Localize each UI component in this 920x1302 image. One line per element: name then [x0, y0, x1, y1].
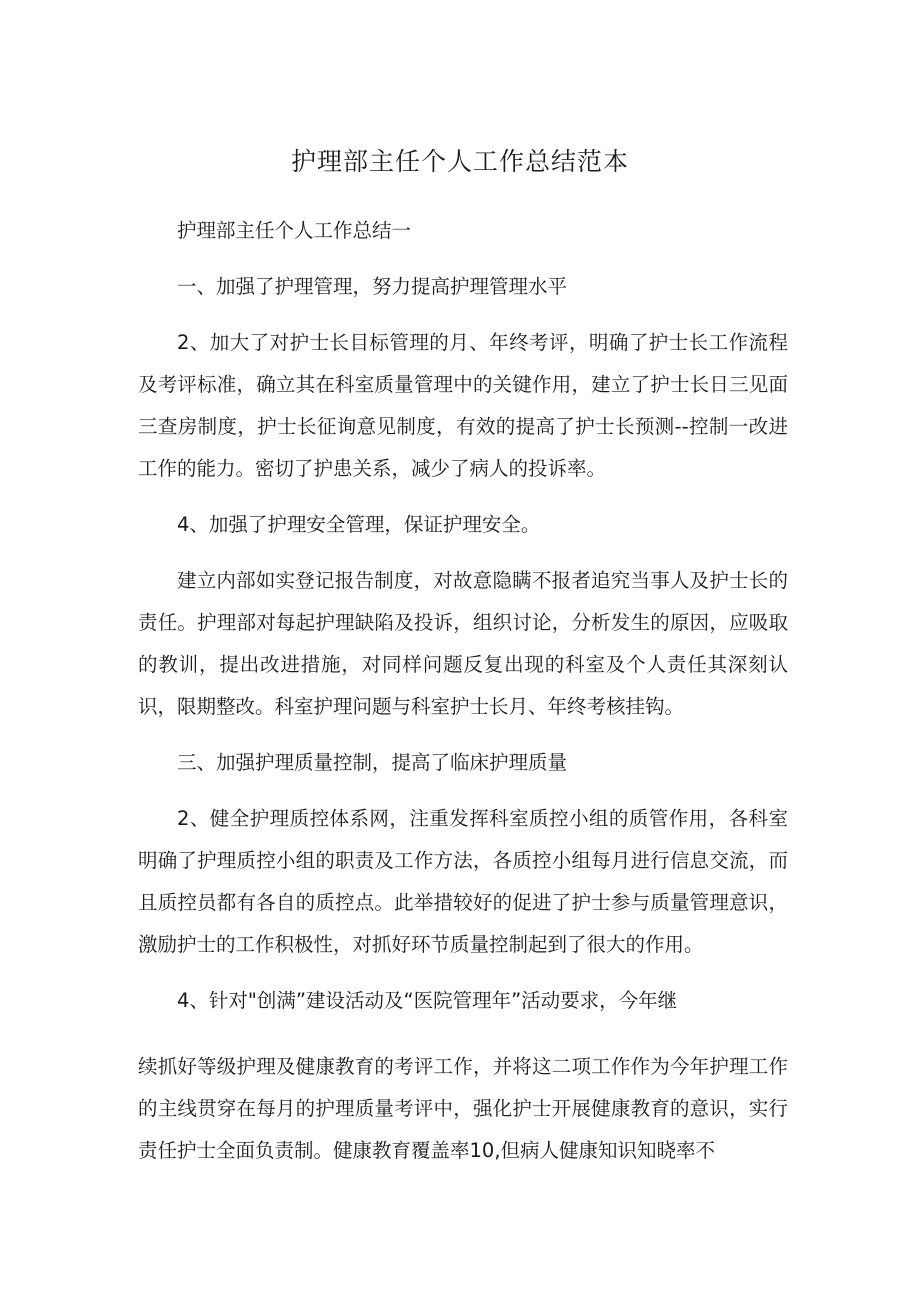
- body-paragraph: 4、针对"创满”建设活动及“医院管理年”活动要求，今年继: [177, 989, 678, 1012]
- body-paragraph-continued: 续抓好等级护理及健康教育的考评工作，并将这二项工作作为今年护理工作的主线贯穿在每月的护理质量考评中，强化护士开展健康教育的意识，实行责任护士全面负责制。健康教育覆盖率10,但病人健康知识知晓率不: [138, 1055, 788, 1162]
- body-paragraph: 建立内部如实登记报告制度，对故意隐瞒不报者追究当事人及护士长的责任。护理部对每起护理缺陷及投诉，组织讨论，分析发生的原因，应吸取的教训，提出改进措施，对同样问题反复出现的科室及个人责任其深刻认识，限期整改。科室护理问题与科室护士长月、年终考核挂钩。: [138, 569, 788, 718]
- subsection-heading: 4、加强了护理安全管理，保证护理安全。: [177, 513, 541, 536]
- subsection-heading: 一、加强了护理管理，努力提高护理管理水平: [177, 275, 568, 298]
- subsection-heading: 三、加强护理质量控制，提高了临床护理质量: [177, 751, 568, 774]
- body-paragraph: 2、加大了对护士长目标管理的月、年终考评，明确了护士长工作流程及考评标准，确立其在科室质量管理中的关键作用，建立了护士长日三见面三查房制度，护士长征询意见制度，有效的提高了护士长预测--控制一改进工作的能力。密切了护患关系，减少了病人的投诉率。: [138, 331, 788, 480]
- document-body: [138, 210, 788, 1186]
- document-title: 护理部主任个人工作总结范本: [290, 147, 629, 176]
- body-paragraph: 2、健全护理质控体系网，注重发挥科室质控小组的质管作用，各科室明确了护理质控小组的职责及工作方法，各质控小组每月进行信息交流，而且质控员都有各自的质控点。此举措较好的促进了护士参与质量管理意识，激励护士的工作积极性，对抓好环节质量控制起到了很大的作用。: [138, 807, 788, 956]
- section-heading: 护理部主任个人工作总结一: [177, 219, 412, 242]
